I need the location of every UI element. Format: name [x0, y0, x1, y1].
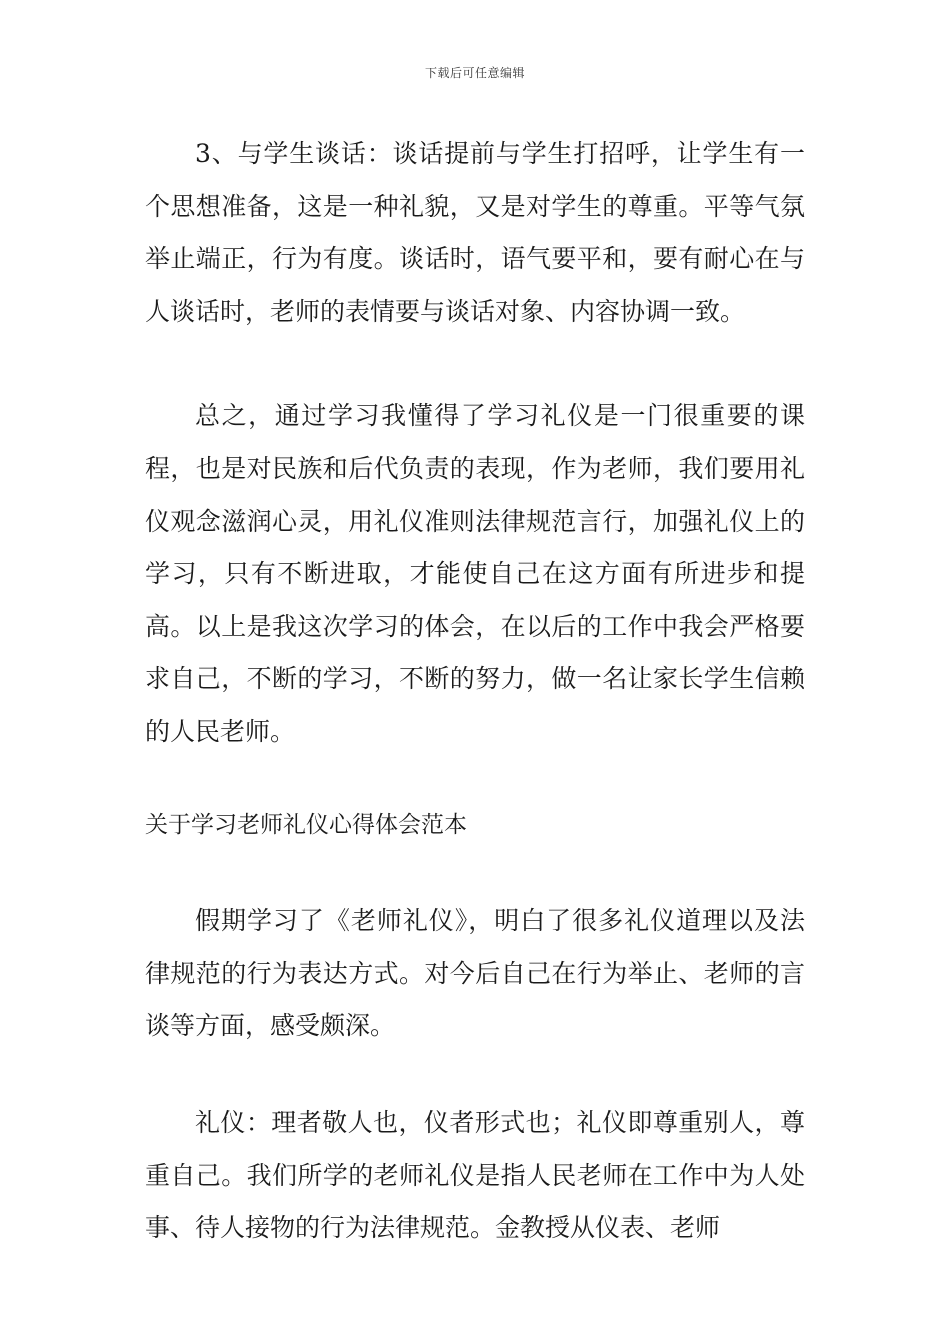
- paragraph-summary: 总之，通过学习我懂得了学习礼仪是一门很重要的课程，也是对民族和后代负责的表现，作为老师，我们要用礼仪观念滋润心灵，用礼仪准则法律规范言行，加强礼仪上的学习，只有不断进取，才能使自己在这方面有所进步和提高。以上是我这次学习的体会，在以后的工作中我会严格要求自己，不断的学习，不断的努力，做一名让家长学生信赖的人民老师。: [145, 401, 805, 746]
- page-header-note: 下载后可任意编辑: [424, 66, 525, 80]
- paragraph-student-talk: 3、与学生谈话：谈话提前与学生打招呼，让学生有一个思想准备，这是一种礼貌，又是对学生的尊重。平等气氛举止端正，行为有度。谈话时，语气要平和，要有耐心在与人谈话时，老师的表情要与谈话对象、内容协调一致。: [145, 139, 805, 326]
- section-heading: 关于学习老师礼仪心得体会范本: [145, 811, 467, 838]
- document-body: [145, 128, 805, 1255]
- paragraph-spacer: [145, 759, 805, 799]
- paragraph-etiquette-definition: 礼仪：理者敬人也，仪者形式也；礼仪即尊重别人，尊重自己。我们所学的老师礼仪是指人民老师在工作中为人处事、待人接物的行为法律规范。金教授从仪表、老师: [145, 1107, 805, 1243]
- paragraph-spacer: [145, 851, 805, 895]
- paragraph-spacer: [145, 1053, 805, 1097]
- paragraph-spacer: [145, 338, 805, 390]
- paragraph-holiday-study: 假期学习了《老师礼仪》，明白了很多礼仪道理以及法律规范的行为表达方式。对今后自己在行为举止、老师的言谈等方面，感受颇深。: [145, 906, 805, 1041]
